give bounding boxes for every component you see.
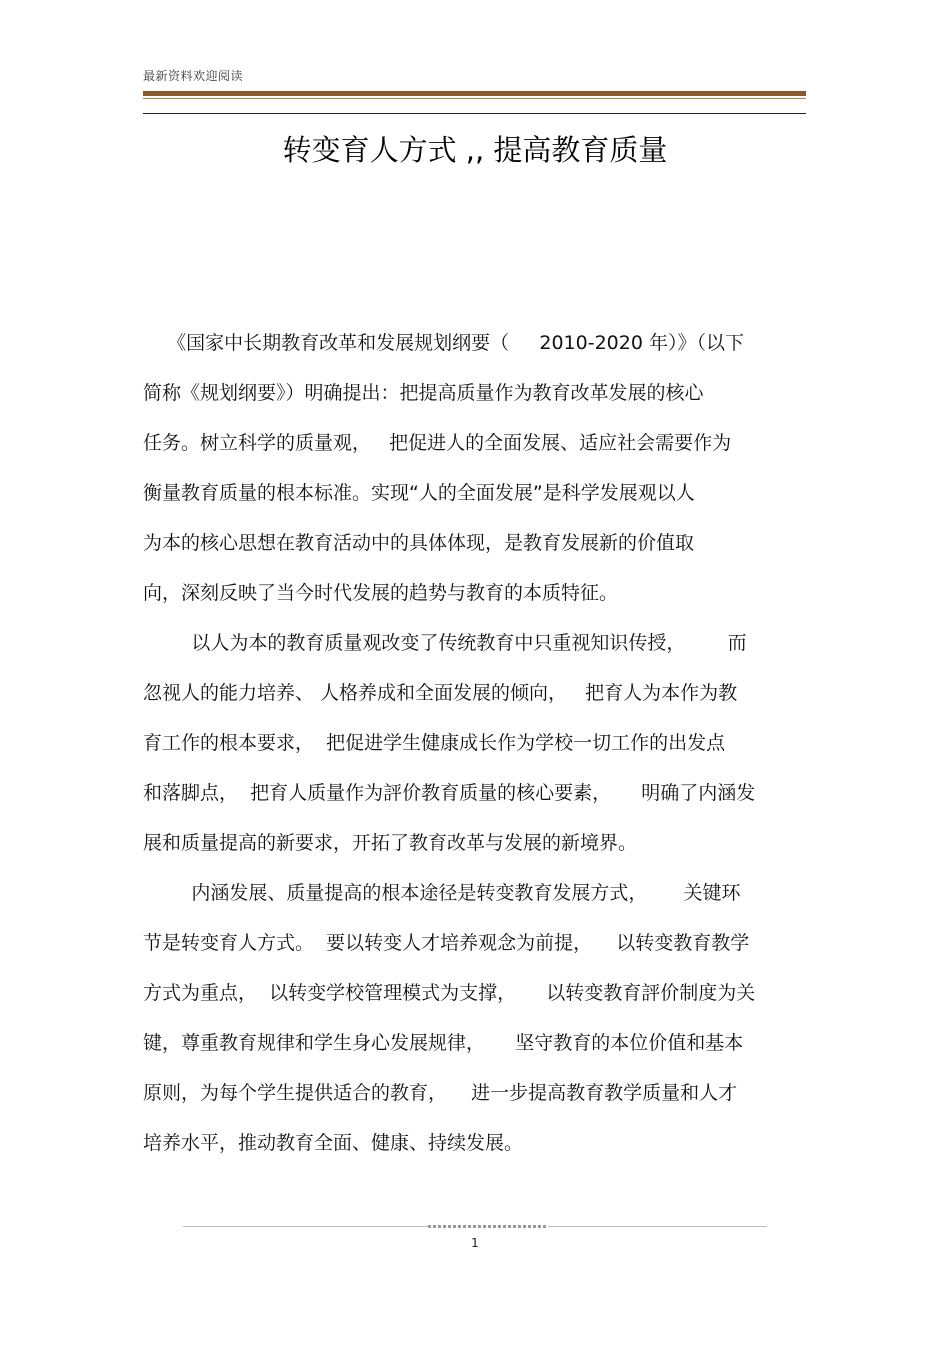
paragraph-line: 为本的核心思想在教育活动中的具体体现，是教育发展新的价值取 bbox=[143, 532, 695, 554]
paragraph-line: 和落脚点， 把育人质量作为評价教育质量的核心要素， 明确了内涵发 bbox=[143, 782, 756, 804]
paragraph-line: 向，深刻反映了当今时代发展的趋势与教育的本质特征。 bbox=[143, 582, 619, 604]
paragraph-line: 方式为重点， 以转变学校管理模式为支撑， 以转变教育評价制度为关 bbox=[143, 982, 756, 1004]
paragraph-line: 以人为本的教育质量观改变了传统教育中只重视知识传授， 而 bbox=[143, 632, 747, 654]
header-rule-thick bbox=[143, 91, 806, 96]
paragraph-line: 《国家中长期教育改革和发展规划纲要（ 2010-2020 年）》（以下 bbox=[143, 332, 744, 354]
paragraph-line: 忽视人的能力培养、 人格养成和全面发展的倾向， 把育人为本作为教 bbox=[143, 682, 738, 704]
paragraph-3 bbox=[143, 868, 806, 1168]
paragraph-2 bbox=[143, 618, 806, 868]
header-rule-bottom bbox=[143, 113, 806, 114]
paragraph-line: 培养水平，推动教育全面、健康、持续发展。 bbox=[143, 1132, 524, 1154]
footer-rule-accent bbox=[428, 1225, 548, 1228]
paragraph-line: 简称《规划纲要》）明确提出：把提高质量作为教育改革发展的核心 bbox=[143, 382, 704, 404]
page-number: 1 bbox=[471, 1236, 479, 1250]
document-body bbox=[143, 318, 806, 1168]
paragraph-line: 育工作的根本要求， 把促进学生健康成长作为学校一切工作的出发点 bbox=[143, 732, 726, 754]
paragraph-line: 键，尊重教育规律和学生身心发展规律， 坚守教育的本位价值和基本 bbox=[143, 1032, 744, 1054]
paragraph-line: 节是转变育人方式。 要以转变人才培养观念为前提， 以转变教育教学 bbox=[143, 932, 750, 954]
paragraph-line: 展和质量提高的新要求，开拓了教育改革与发展的新境界。 bbox=[143, 832, 638, 854]
header-rule-thin bbox=[143, 98, 806, 99]
paragraph-line: 原则，为每个学生提供适合的教育， 进一步提高教育教学质量和人才 bbox=[143, 1082, 738, 1104]
document-title: 转变育人方式 ,, 提高教育质量 bbox=[282, 133, 668, 167]
header-text: 最新资料欢迎阅读 bbox=[143, 69, 244, 83]
paragraph-line: 内涵发展、质量提高的根本途径是转变教育发展方式， 关键环 bbox=[143, 882, 741, 904]
paragraph-line: 任务。树立科学的质量观， 把促进人的全面发展、适应社会需要作为 bbox=[143, 432, 732, 454]
paragraph-line: 衡量教育质量的根本标准。实现“人的全面发展”是科学发展观以人 bbox=[143, 482, 695, 504]
paragraph-1 bbox=[143, 318, 806, 618]
